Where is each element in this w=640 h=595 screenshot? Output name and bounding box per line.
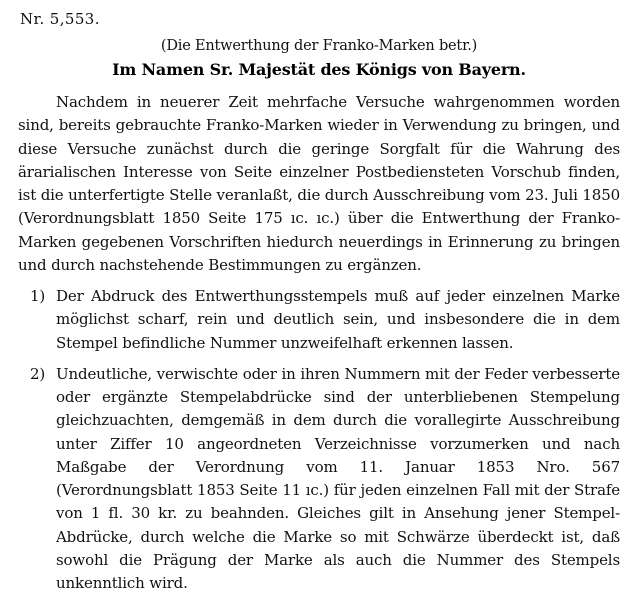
list-item <box>18 285 620 355</box>
paragraph-intro: Nachdem in neuerer Zeit mehrfache Versuche wahrgenommen worden sind, bereits gebrauchte Franko-Marken wieder in Verwendung zu bringen, und diese Versuche zunächst durch die geringe Sorgfalt für die Wahrung des ärarialischen Interesse von Seite einzelner Postbediensteten Vorschub finden, ist die unterfertigte Stelle veranlaßt, die durch Ausschreibung vom 23. Juli 1850 (Verordnungsblatt 1850 Seite 175 ıc. ıc.) über die Entwerthung der Franko-Marken gegebenen Vorschriften hiedurch neuerdings in Erinnerung zu bringen und durch nachstehende Bestimmungen zu ergänzen. <box>18 93 620 274</box>
list-item-marker: 1) <box>30 287 46 305</box>
list-item-text: Undeutliche, verwischte oder in ihren Nummern mit der Feder verbesserte oder ergänzte Stempelabdrücke sind der unterbliebenen Stempelung gleichzuachten, demgemäß in dem durch die vorallegirte Ausschreibung unter Ziffer 10 angeordneten Verzeichnisse vorzumerken und nach Maßgabe der Verordnung vom 11. Januar 1853 Nro. 567 (Verordnungsblatt 1853 Seite 11 ıc.) für jeden einzelnen Fall mit der Strafe von 1 fl. 30 kr. zu beahnden. Gleiches gilt in Ansehung jener Stempel-Abdrücke, durch welche die Marke so mit Schwärze überdeckt ist, daß sowohl die Prägung der Marke als auch die Nummer des Stempels unkenntlich wird. <box>56 364 620 592</box>
list-item-marker: 2) <box>30 364 46 383</box>
document-headline: Im Namen Sr. Majestät des Königs von Bayern. <box>112 60 526 79</box>
numbered-list <box>18 285 620 595</box>
list-item-text: Der Abdruck des Entwerthungsstempels muß auf jeder einzelnen Marke möglichst scharf, rein und deutlich sein, und insbesondere die in dem Stempel befindliche Nummer unzweifelhaft erkennen lassen. <box>56 287 620 352</box>
list-item <box>18 363 620 595</box>
document-subtitle: (Die Entwerthung der Franko-Marken betr.) <box>160 38 478 54</box>
document-number: Nr. 5,553. <box>20 10 100 28</box>
